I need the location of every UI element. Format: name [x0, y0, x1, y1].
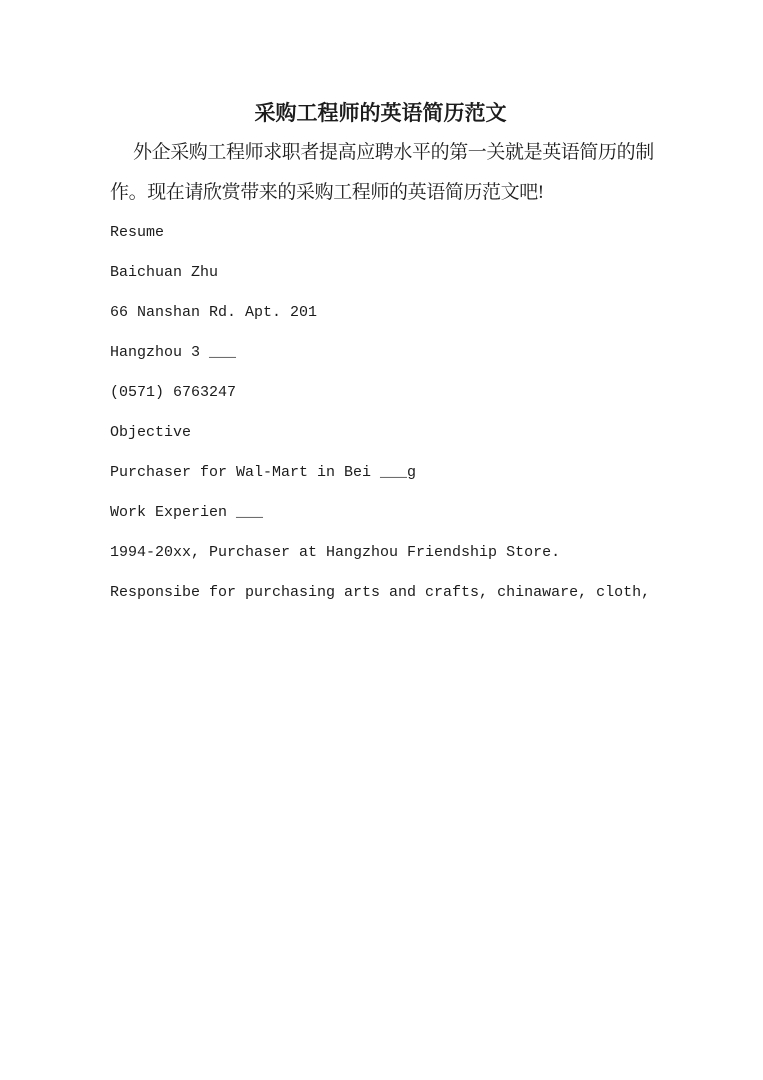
resume-experience-line-1: 1994-20xx, Purchaser at Hangzhou Friendship Store.: [110, 544, 561, 561]
resume-objective-line: Purchaser for Wal-Mart in Bei ___g: [110, 464, 417, 481]
resume-address-line: 66 Nanshan Rd. Apt. 201: [110, 304, 318, 321]
resume-phone-line: (0571) 6763247: [110, 384, 237, 401]
resume-city-line: Hangzhou 3 ___: [110, 344, 237, 361]
document-title: 采购工程师的英语简历范文: [254, 101, 507, 125]
resume-experience-line-2: Responsibe for purchasing arts and crafts, chinaware, cloth,: [110, 584, 651, 601]
resume-name-line: Baichuan Zhu: [110, 264, 219, 281]
intro-line-2: 作。现在请欣赏带来的采购工程师的英语简历范文吧!: [110, 182, 544, 203]
resume-heading: Resume: [110, 224, 165, 241]
resume-work-experience-heading: Work Experien ___: [110, 504, 264, 521]
resume-objective-heading: Objective: [110, 424, 192, 441]
intro-line-1: 外企采购工程师求职者提高应聘水平的第一关就是英语简历的制: [133, 142, 654, 163]
